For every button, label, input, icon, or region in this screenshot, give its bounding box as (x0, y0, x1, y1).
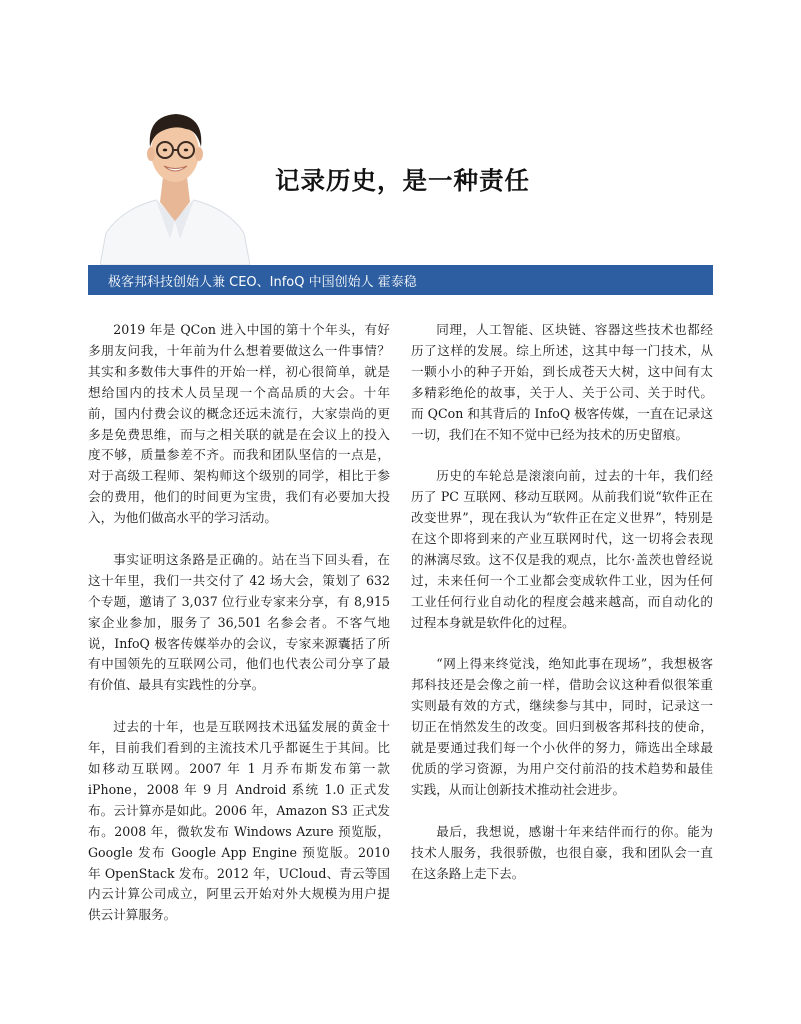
author-line: 极客邦科技创始人兼 CEO、InfoQ 中国创始人 霍泰稳 (108, 275, 417, 290)
article-title: 记录历史，是一种责任 (275, 166, 530, 195)
left-column (88, 320, 390, 926)
author-portrait-icon (100, 105, 250, 265)
paragraph: “网上得来终觉浅，绝知此事在现场”，我想极客邦科技还是会像之前一样，借助会议这种看似很笨重实则最有效的方式，继续参与其中，同时，记录这一切正在悄然发生的改变。回归到极客邦科技的使命，就是要通过我们每一个小伙伴的努力，筛选出全球最优质的学习资源，为用户交付前沿的技术趋势和最佳实践，从而让创新技术推动社会进步。 (411, 656, 713, 797)
paragraph: 事实证明这条路是正确的。站在当下回头看，在这十年里，我们一共交付了 42 场大会，策划了 632 个专题，邀请了 3,037 位行业专家来分享，有 8,915 家企业参加，服务了 36,501 名参会者。不客气地说，InfoQ 极客传媒举办的会议，专家来源囊括了所有中国领先的互联网公司，他们也代表公司分享了最有价值、最具有实践性的分享。 (88, 551, 390, 693)
paragraph: 历史的车轮总是滚滚向前，过去的十年，我们经历了 PC 互联网、移动互联网。从前我们说“软件正在改变世界”，现在我认为“软件正在定义世界”，特别是在这个即将到来的产业互联网时代，这一切将会表现的淋漓尽致。这不仅是我的观点，比尔·盖茨也曾经说过，未来任何一个工业都会变成软件工业，因为任何工业任何行业自动化的程度会越来越高，而自动化的过程本身就是软件化的过程。 (411, 468, 713, 630)
paragraph: 2019 年是 QCon 进入中国的第十个年头，有好多朋友问我，十年前为什么想着要做这么一件事情？其实和多数伟大事件的开始一样，初心很简单，就是想给国内的技术人员呈现一个高品质的大会。十年前，国内付费会议的概念还远未流行，大家崇尚的更多是免费思维，而与之相关联的就是在会议上的投入度不够，质量参差不齐。而我和团队坚信的一点是，对于高级工程师、架构师这个级别的同学，相比于参会的费用，他们的时间更为宝贵，我们有必要加大投入，为他们做高水平的学习活动。 (88, 322, 390, 526)
right-column (411, 320, 713, 884)
paragraph: 最后，我想说，感谢十年来结伴而行的你。能为技术人服务，我很骄傲，也很自豪，我和团队会一直在这条路上走下去。 (411, 823, 713, 881)
paragraph: 同理，人工智能、区块链、容器这些技术也都经历了这样的发展。综上所述，这其中每一门技术，从一颗小小的种子开始，到长成苍天大树，这中间有太多精彩绝伦的故事，关于人、关于公司、关于时代。而 QCon 和其背后的 InfoQ 极客传媒，一直在记录这一切，我们在不知不觉中已经为技术的历史留痕。 (411, 322, 713, 442)
author-banner (88, 265, 713, 295)
paragraph: 过去的十年，也是互联网技术迅猛发展的黄金十年，目前我们看到的主流技术几乎都诞生于其间。比如移动互联网。2007 年 1 月乔布斯发布第一款 iPhone，2008 年 9 月 Android 系统 1.0 正式发布。云计算亦是如此。2006 年，Amazon S3 正式发布。2008 年，微软发布 Windows Azure 预览版，Google 发布 Google App Engine 预览版。2010 年 OpenStack 发布。2012 年，UCloud、青云等国内云计算公司成立，阿里云开始对外大规模为用户提供云计算服务。 (88, 719, 390, 923)
